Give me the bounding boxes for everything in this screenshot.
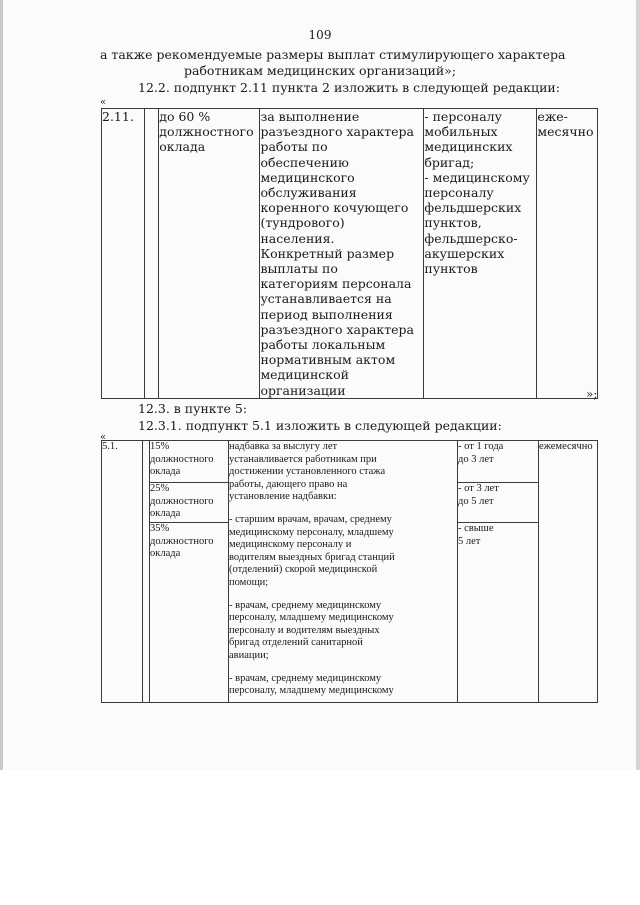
amount-line: до 60 % bbox=[159, 109, 211, 124]
periodicity-cell bbox=[537, 109, 598, 399]
recipients-line: персоналу bbox=[424, 185, 494, 201]
intro-text bbox=[100, 47, 566, 79]
description-line: обслуживания bbox=[260, 185, 357, 201]
open-quote: « bbox=[100, 432, 107, 443]
description-line: персоналу, младшему медицинскому bbox=[229, 685, 394, 697]
description-line: надбавка за выслугу лет bbox=[229, 441, 338, 452]
description-line: медицинского bbox=[260, 169, 355, 185]
service-length-cell bbox=[458, 523, 539, 703]
recipients-line: бригад; bbox=[424, 154, 475, 170]
percent-cell bbox=[150, 483, 229, 523]
description-line: (отделений) скорой медицинской bbox=[229, 564, 378, 576]
intro-line: а также рекомендуемые размеры выплат стимулирующего характера bbox=[100, 47, 566, 62]
description-line: бригад отделений санитарной bbox=[229, 637, 363, 649]
description-paragraph bbox=[229, 673, 457, 698]
description-line: - врачам, среднему медицинскому bbox=[229, 672, 382, 684]
recipients-line: пунктов, bbox=[424, 215, 482, 231]
service-length-line: - от 3 лет bbox=[458, 483, 499, 494]
item-number: 5.1. bbox=[102, 441, 143, 703]
page-number: 109 bbox=[308, 28, 332, 42]
open-quote: « bbox=[100, 97, 107, 108]
description-paragraph bbox=[229, 600, 457, 663]
service-length-line: до 5 лет bbox=[458, 495, 494, 507]
recipients-line: - персоналу bbox=[424, 109, 502, 124]
description-line: нормативным актом bbox=[260, 352, 396, 368]
percent-line: оклада bbox=[150, 466, 181, 478]
amount-line: оклада bbox=[159, 139, 206, 155]
description-line: (тундрового) bbox=[260, 215, 345, 231]
description-line: устанавливается работникам при bbox=[229, 453, 377, 465]
percent-cell bbox=[150, 523, 229, 703]
percent-line: должностного bbox=[150, 535, 214, 547]
description-line: организации bbox=[260, 382, 346, 398]
recipients-line: фельдшерских bbox=[424, 200, 522, 216]
periodicity-cell: ежемесячно bbox=[539, 441, 598, 703]
description-line: авиации; bbox=[229, 649, 269, 661]
percent-line: оклада bbox=[150, 508, 181, 520]
service-length-cell bbox=[458, 483, 539, 523]
description-line: устанавливается на bbox=[260, 291, 392, 307]
empty-cell bbox=[145, 109, 159, 399]
bonus-description-cell bbox=[229, 441, 458, 703]
scan-edge-left bbox=[0, 0, 3, 770]
description-line: работы локальным bbox=[260, 337, 386, 353]
description-line: медицинскому персоналу и bbox=[229, 539, 352, 551]
item-number: 2.11. bbox=[102, 109, 145, 399]
service-length-line: - от 1 года bbox=[458, 441, 504, 452]
amount-line: должностного bbox=[159, 124, 254, 140]
recipients-line: пунктов bbox=[424, 261, 478, 277]
table-subitem-5-1 bbox=[101, 440, 598, 703]
description-line: медицинской bbox=[260, 367, 349, 383]
description-line: разъездного характера bbox=[260, 321, 415, 337]
recipients-line: фельдшерско- bbox=[424, 230, 518, 246]
recipients-line: акушерских bbox=[424, 245, 505, 261]
description-line: период выполнения bbox=[260, 306, 393, 322]
paragraph-12-2: 12.2. подпункт 2.11 пункта 2 изложить в следующей редакции: bbox=[138, 80, 560, 95]
description-line: выплаты по bbox=[260, 261, 338, 277]
close-quote: »; bbox=[586, 387, 598, 401]
recipients-line: мобильных bbox=[424, 124, 498, 140]
description-line: персоналу, младшему медицинскому bbox=[229, 612, 394, 624]
description-line: достижении установленного стажа bbox=[229, 466, 386, 478]
description-line: - старшим врачам, врачам, среднему bbox=[229, 513, 392, 525]
service-length-line: до 3 лет bbox=[458, 453, 494, 465]
percent-line: оклада bbox=[150, 548, 181, 560]
description-line: населения. bbox=[260, 230, 335, 246]
description-cell bbox=[260, 109, 424, 399]
description-paragraph bbox=[229, 441, 457, 504]
service-length-line: - свыше bbox=[458, 523, 494, 534]
description-line: обеспечению bbox=[260, 154, 349, 170]
percent-line: 25% bbox=[150, 483, 170, 494]
description-line: Конкретный размер bbox=[260, 245, 395, 261]
description-line: категориям персонала bbox=[260, 276, 412, 292]
percent-line: должностного bbox=[150, 453, 214, 465]
paragraph-12-3: 12.3. в пункте 5: bbox=[138, 401, 248, 416]
amount-cell bbox=[159, 109, 260, 399]
percent-line: 35% bbox=[150, 523, 170, 534]
percent-cell bbox=[150, 441, 229, 483]
description-line: коренного кочующего bbox=[260, 200, 409, 216]
table-subitem-2-11 bbox=[101, 108, 598, 399]
description-line: помощи; bbox=[229, 576, 269, 588]
description-line: работы, дающего право на bbox=[229, 478, 348, 490]
description-line: - врачам, среднему медицинскому bbox=[229, 599, 382, 611]
description-line: медицинскому персоналу, младшему bbox=[229, 526, 394, 538]
recipients-line: медицинских bbox=[424, 139, 513, 155]
service-length-line: 5 лет bbox=[458, 535, 481, 547]
periodicity-line: еже- bbox=[537, 109, 568, 124]
description-line: за выполнение bbox=[260, 109, 360, 124]
empty-cell bbox=[143, 441, 150, 703]
recipients-line: - медицинскому bbox=[424, 169, 530, 185]
table-row bbox=[102, 109, 598, 399]
scan-edge-right bbox=[636, 0, 640, 770]
table-row bbox=[102, 441, 598, 483]
recipients-cell bbox=[424, 109, 537, 399]
description-line: установление надбавки: bbox=[229, 491, 337, 503]
periodicity-line: месячно bbox=[537, 124, 594, 140]
description-line: персоналу и водителям выездных bbox=[229, 624, 380, 636]
description-line: работы по bbox=[260, 139, 328, 155]
paragraph-12-3-1: 12.3.1. подпункт 5.1 изложить в следующей редакции: bbox=[138, 418, 502, 433]
intro-line: работникам медицинских организаций»; bbox=[183, 63, 457, 78]
description-line: разъездного характера bbox=[260, 124, 415, 140]
percent-line: должностного bbox=[150, 495, 214, 507]
description-line: водителям выездных бригад станций bbox=[229, 551, 395, 563]
percent-line: 15% bbox=[150, 441, 170, 452]
description-paragraph bbox=[229, 514, 457, 590]
service-length-cell bbox=[458, 441, 539, 483]
